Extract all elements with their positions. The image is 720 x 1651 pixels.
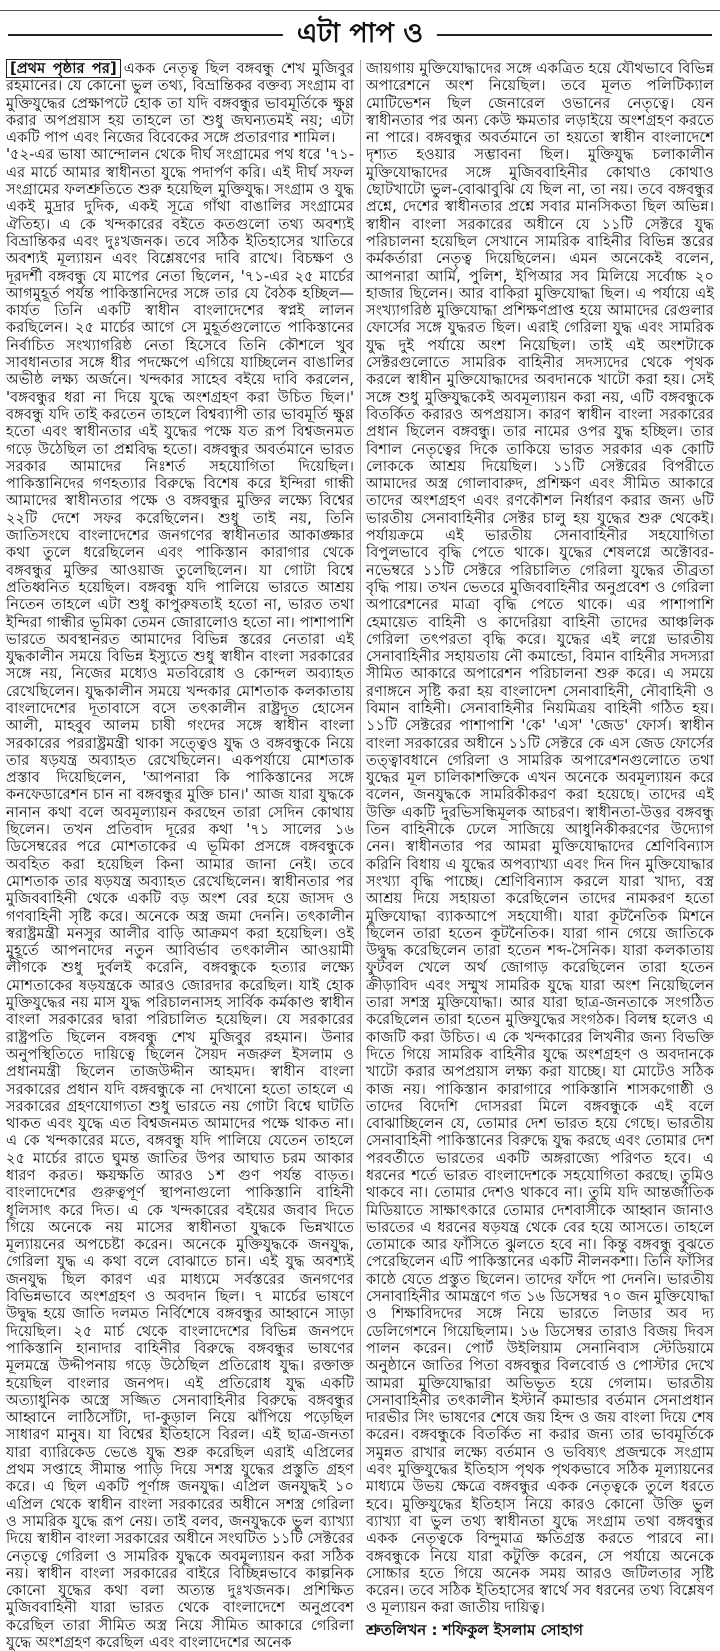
article-paragraph: '৫২-এর ভাষা আন্দোলন থেকে দীর্ঘ সংগ্রামের পথ ধরে '৭১-এর মার্চে আমার স্বাধীনতা যুদ্ধে পদার্পণ করি। এই দীর্ঘ সফল সংগ্রামের ফলশ্রুতিতে শুরু হয়েছিল মুক্তিযুদ্ধ। সংগ্রাম ও যুদ্ধ একই মুদ্রার দুদিক, একই সূত্রে গাঁথা বাঙালির সংগ্রামের ঐতিহ্য। এ কে খন্দকারের বইতে কতগুলো তথ্য অবশ্যই বিভ্রান্তিকর এবং দুঃখজনক। তবে সঠিক ইতিহাসের খাতিরে অবশ্যই মূল্যায়ন এবং বিশ্লেষণের দাবি রাখে। বিচক্ষণ ও দূরদর্শী বঙ্গবন্ধু যে মাপের নেতা ছিলেন, '৭১-এর ২৫ মার্চের আগমুহূর্ত পর্যন্ত পাকিস্তানিদের সঙ্গে তার যে বৈঠক হচ্ছিল— কার্যত তিনি একটি স্বাধীন বাংলাদেশের স্বপ্নই লালন করছিলেন। ২৫ মার্চের আগে সে মুহূর্তগুলোতে পাকিস্তানের নির্বাচিত সংখ্যাগরিষ্ঠ নেতা হিসেবে তিনি কৌশলে খুব সাবধানতার সঙ্গে ধীর পদক্ষেপে এগিয়ে যাচ্ছিলেন বাঙালির অভীষ্ঠ লক্ষ্য অর্জনে। খন্দকার সাহেব বইয়ে দাবি করলেন, 'বঙ্গবন্ধুর ধরা না দিয়ে যুদ্ধে অংশগ্রহণ করা উচিত ছিল।' বঙ্গবন্ধু যদি তাই করতেন তাহলে বিশ্বব্যাপী তার ভাবমূর্তি ক্ষুণ্ণ হতো এবং স্বাধীনতার এই যুদ্ধের পক্ষে যত রূপ বিশ্বজনমত গড়ে উঠেছিল তা প্রশ্নবিদ্ধ হতো। বঙ্গবন্ধুর অবর্তমানে ভারত সরকার আমাদের নিঃশর্ত সহযোগিতা দিয়েছিল। পাকিস্তানিদের গণহত্যার বিরুদ্ধে বিশেষ করে ইন্দিরা গান্ধী আমাদের স্বাধীনতার পক্ষে ও বঙ্গবন্ধুর মুক্তির লক্ষ্যে বিশ্বের ২২টি দেশে সফর করেছিলেন। শুধু তাই নয়, তিনি জাতিসংঘে বাংলাদেশের জনগণের স্বাধীনতার আকাঙ্ক্ষার কথা তুলে ধরেছিলেন এবং পাকিস্তান কারাগার থেকে বঙ্গবন্ধুর মুক্তির আওয়াজ তুলেছিলেন। যা গোটা বিশ্বে প্রতিধ্বনিত হয়েছিল। বঙ্গবন্ধু যদি পালিয়ে ভারতে আশ্রয় নিতেন তাহলে এটা শুধু কাপুরুষতাই হতো না, ভারত তথা ইন্দিরা গান্ধীর ভূমিকা তেমন জোরালোও হতো না। পাশাপাশি ভারতে অবস্থানরত আমাদের বিভিন্ন স্তরের নেতারা এই যুদ্ধকালীন সময়ে বিভিন্ন ইস্যুতে শুধু স্বাধীন বাংলা সরকারের সঙ্গে নয়, নিজের মধ্যেও মতবিরোধ ও কোন্দল অব্যাহত রেখেছিলেন। যুদ্ধকালীন সময়ে খন্দকার মোশতাক কলকাতায় বাংলাদেশের দূতাবাসে বসে তৎকালীন রাষ্ট্রদূত হোসেন আলী, মাহবুব আলম চাষী গংদের সঙ্গে স্বাধীন বাংলা সরকারের পররাষ্ট্রমন্ত্রী থাকা সত্ত্বেও যুদ্ধ ও বঙ্গবন্ধুকে নিয়ে তার ষড়যন্ত্র অব্যাহত রেখেছিলেন। একপর্যায়ে মোশতাক প্রস্তাব দিয়েছিলেন, 'আপনারা কি পাকিস্তানের সঙ্গে কনফেডারেশন চান না বঙ্গবন্ধুর মুক্তি চান।' আজ যারা যুদ্ধকে নানান কথা বলে অবমূল্যায়ন করছেন তারা সেদিন কোথায় ছিলেন। তখন প্রতিবাদ দূরের কথা '৭১ সালের ১৬ ডিসেম্বরের পরে মোশতাকের এ ভূমিকা প্রসঙ্গে বঙ্গবন্ধুকে অবহিত করা হয়েছিল কিনা আমার জানা নেই। তবে মোশতাক তার ষড়যন্ত্র অব্যাহত রেখেছিলেন। স্বাধীনতার পর মুজিববাহিনী থেকে একটি বড় অংশ বের হয়ে জাসদ ও গণবাহিনী সৃষ্টি করে। অনেকে অস্ত্র জমা দেননি। তৎকালীন স্বরাষ্ট্রমন্ত্রী মনসুর আলীর বাড়ি আক্রমণ করা হয়েছিল। ওই মুহূর্তে আপনাদের নতুন আবির্ভাব তৎকালীন আওয়ামী লীগকে শুধু দুর্বলই করেনি, বঙ্গবন্ধুকে হত্যার লক্ষ্যে মোশতাকের ষড়যন্ত্রকে আরও জোরদার করেছিল। যাই হোক মুক্তিযুদ্ধের নয় মাস যুদ্ধ পরিচালনাসহ সার্বিক কর্মকাণ্ড স্বাধীন বাংলা সরকারের দ্বারা পরিচালিত হয়েছিল। যে সরকারের রাষ্ট্রপতি ছিলেন বঙ্গবন্ধু শেখ মুজিবুর রহমান। উনার অনুপস্থিতিতে দায়িত্বে ছিলেন সৈয়দ নজরুল ইসলাম ও প্রধানমন্ত্রী ছিলেন তাজউদ্দীন আহমদ। স্বাধীন বাংলা সরকারের প্রধান যদি বঙ্গবন্ধুকে না দেখানো হতো তাহলে এ সরকারের গ্রহণযোগ্যতা শুধু ভারতে নয় গোটা বিশ্বে ঘাটতি থাকত এবং যুদ্ধে এত বিশ্বজনমত আমাদের পক্ষে থাকত না। এ কে খন্দকারের মতে, বঙ্গবন্ধু যদি পালিয়ে যেতেন তাহলে ২৫ মার্চের রাতে ঘুমন্ত জাতির উপর আঘাত চরম আকার ধারণ করত। ক্ষয়ক্ষতি আরও ১শ গুণ পর্যন্ত বাড়ত। বাংলাদেশের গুরুত্বপূর্ণ স্থাপনাগুলো পাকিস্তানি বাহিনী ধূলিসাৎ করে দিত। এ কে খন্দকারের বইয়ের জবাব দিতে গিয়ে অনেকে নয় মাসের স্বাধীনতা যুদ্ধকে ভিন্নখাতে মূল্যায়নের অপচেষ্টা করেন। অনেকে মুক্তিযুদ্ধকে জনযুদ্ধ, গেরিলা যুদ্ধ এ কথা বলে বোঝাতে চান। এই যুদ্ধ অবশ্যই জনযুদ্ধ ছিল কারণ এর মাধ্যমে সর্বস্তরের জনগণের বিভিন্নভাবে অংশগ্রহণ ও অবদান ছিল। ৭ মার্চের ভাষণে উদ্বুদ্ধ হয়ে জাতি দলমত নির্বিশেষে বঙ্গবন্ধুর আহ্বানে সাড়া দিয়েছিল। ২৫ মার্চ থেকে বাংলাদেশের বিভিন্ন জনপদে পাকিস্তানি হানাদার বাহিনীর বিরুদ্ধে বঙ্গবন্ধুর ভাষণের মূলমন্ত্রে উদ্দীপনায় গড়ে উঠেছিল প্রতিরোধ যুদ্ধ। রক্তাক্ত হয়েছিল বাংলার জনপদ। এই প্রতিরোধ যুদ্ধ একটি অত্যাধুনিক অস্ত্রে সজ্জিত সেনাবাহিনীর বিরুদ্ধে বঙ্গবন্ধুর আহ্বানে লাঠিসোঁটা, দা-কুড়াল নিয়ে ঝাঁপিয়ে পড়েছিল সাধারণ মানুষ। যা বিশ্বের ইতিহাসে বিরল। এই ছাত্র-জনতা যারা ব্যারিকেড ভেঙে যুদ্ধ শুরু করেছিল এরাই এপ্রিলের প্রথম সপ্তাহে সীমান্ত পাড়ি দিয়ে সশস্ত্র যুদ্ধের প্রস্তুতি গ্রহণ করে। এ ছিল একটি পূর্ণাঙ্গ জনযুদ্ধ। এপ্রিল জনযুদ্ধই ১০ এপ্রিল থেকে স্বাধীন বাংলা সরকারের অধীনে সশস্ত্র গেরিলা ও সামরিক যুদ্ধে রূপ নেয়। তাই বলব, জনযুদ্ধকে ভুল ব্যাখ্যা দিয়ে স্বাধীন বাংলা সরকারের অধীনে সংঘটিত ১১টি সেক্টরের নেতৃত্বে গেরিলা ও সামরিক যুদ্ধকে অবমূল্যায়ন করা সঠিক নয়। স্বাধীন বাংলা সরকারের বাইরে বিচ্ছিন্নভাবে কাল্পনিক কোনো যুদ্ধের কথা বলা অত্যন্ত দুঃখজনক। প্রশিক্ষিত মুজিববাহিনী যারা ভারত থেকে বাংলাদেশে অনুপ্রবেশ করেছিল তারা সীমিত অস্ত্র নিয়ে সীমিত আকারে গেরিলা যুদ্ধে অংশগ্রহণ করেছিল এবং বাংলাদেশের অনেক (6, 146, 354, 1651)
headline-bar (0, 14, 720, 54)
article-paragraph: জায়গায় মুক্তিযোদ্ধাদের সঙ্গে একত্রিত হয়ে যৌথভাবে বিভিন্ন অপারেশনে অংশ নিয়েছিল। তবে মূলত পলিটিক্যাল মোটিভেশন ছিল জেনারেল ওভানের নেতৃত্বে। যেন স্বাধীনতার পর অন্য কেউ ক্ষমতার লড়াইয়ে অংশগ্রহণ করতে না পারে। বঙ্গবন্ধুর অবর্তমানে তা হয়তো স্বাধীন বাংলাদেশে দৃশ্যত হওয়ার সম্ভাবনা ছিল। মুক্তিযুদ্ধ চলাকালীন মুক্তিযোদ্ধাদের সঙ্গে মুজিববাহিনীর কোথাও কোথাও ছোটখাটো ভুল-বোঝাবুঝি যে ছিল না, তা নয়। তবে বঙ্গবন্ধুর প্রশ্নে, দেশের স্বাধীনতার প্রশ্নে সবার মানসিকতা ছিল অভিন্ন। স্বাধীন বাংলা সরকারের অধীনে যে ১১টি সেক্টরে যুদ্ধ পরিচালনা হয়েছিল সেখানে সামরিক বাহিনীর বিভিন্ন স্তরের কর্মকর্তারা নেতৃত্ব দিয়েছিলেন। এমন অনেকেই বলেন, আপনারা আর্মি, পুলিশ, ইপিআর সব মিলিয়ে সর্বোচ্চ ২০ হাজার ছিলেন। আর বাকিরা মুক্তিযোদ্ধা ছিল। এ পর্যায়ে এই সংখ্যাগরিষ্ঠ মুক্তিযোদ্ধা প্রশিক্ষণপ্রাপ্ত হয়ে আমাদের রেগুলার ফোর্সের সঙ্গে যুদ্ধরত ছিল। এরাই গেরিলা যুদ্ধ এবং সামরিক যুদ্ধ দুই পর্যায়ে অংশ নিয়েছিল। তাই এই অংশটাকে সেক্টরগুলোতে সামরিক বাহিনীর সদস্যদের থেকে পৃথক করলে স্বাধীন মুক্তিযোদ্ধাদের অবদানকে খাটো করা হয়। সেই সঙ্গে শুধু মুক্তিযুদ্ধকেই অবমূল্যায়ন করা নয়, এটি বঙ্গবন্ধুকে বিতর্কিত করারও অপপ্রয়াস। কারণ স্বাধীন বাংলা সরকারের প্রধান ছিলেন বঙ্গবন্ধু। তার নামের ওপর যুদ্ধ হচ্ছিল। তার বিশাল নেতৃত্বের দিকে তাকিয়ে ভারত সরকার এক কোটি লোককে আশ্রয় দিয়েছিল। ১১টি সেক্টরের বিপরীতে আমাদের অস্ত্র গোলাবারুদ, প্রশিক্ষণ এবং সীমিত আকারে তাদের অংশগ্রহণ এবং রণকৌশল নির্ধারণ করার জন্য ৬টি ভারতীয় সেনাবাহিনীর সেক্টর চালু হয় যুদ্ধের শুরু থেকেই। পর্যায়ক্রমে এই ভারতীয় সেনাবাহিনীর সহযোগিতা বিপুলভাবে বৃদ্ধি পেতে থাকে। যুদ্ধের শেষলগ্নে অক্টোবর-নভেম্বরে ১১টি সেক্টরে পরিচালিত গেরিলা যুদ্ধের তীব্রতা বৃদ্ধি পায়। তখন ভেতরে মুজিববাহিনীর অনুপ্রবেশ ও গেরিলা অপারেশনের মাত্রা বৃদ্ধি পেতে থাকে। এর পাশাপাশি হেমায়েত বাহিনী ও কাদেরিয়া বাহিনী তাদের আঞ্চলিক গেরিলা তৎপরতা বৃদ্ধি করে। যুদ্ধের এই লগ্নে ভারতীয় সেনাবাহিনীর সহায়তায় নৌ কমান্ডো, বিমান বাহিনীর সদস্যরা সীমিত আকারে অপারেশন পরিচালনা শুরু করে। এ সময়ে রণাঙ্গনে সৃষ্টি করা হয় বাংলাদেশ সেনাবাহিনী, নৌবাহিনী ও বিমান বাহিনী। সেনাবাহিনীর নিয়মিত্রয় বাহিনী গঠিত হয়। ১১টি সেক্টরের পাশাপাশি 'কে' 'এস' 'জেড' ফোর্স। স্বাধীন বাংলা সরকারের অধীনে ১১টি সেক্টরে কে এস জেড ফোর্সের তত্ত্বাবধানে গেরিলা ও সামরিক অপারেশনগুলোতে তথা যুদ্ধের মূল চালিকাশক্তিকে এখন অনেকে অবমূল্যায়ন করে বলেন, জনযুদ্ধকে সামরিকীকরণ করা হয়েছে। তাদের এই উক্তি একটি দুরভিসন্ধিমূলক আচরণ। স্বাধীনতা-উত্তর বঙ্গবন্ধু তিন বাহিনীকে ঢেলে সাজিয়ে আধুনিকীকরণের উদ্যোগ নেন। স্বাধীনতার পর আমরা মুক্তিযোদ্ধাদের শ্রেণিবিন্যাস করিনি বিধায় এ যুদ্ধের অপব্যাখ্যা এবং দিন দিন মুক্তিযোদ্ধার সংখ্যা বৃদ্ধি পাচ্ছে। শ্রেণিবিন্যাস করলে যারা খাদ্য, বস্ত্র আশ্রয় দিয়ে সহায়তা করেছিলেন তাদের নামকরণ হতো মুক্তিযোদ্ধা ব্যাকআপে সহযোগী। যারা কূটনৈতিক মিশনে ছিলেন তারা হতেন কূটনৈতিক। যারা গান গেয়ে জাতিকে উদ্বুদ্ধ করেছিলেন তারা হতেন শব্দ-সৈনিক। যারা কলকাতায় ফুটবল খেলে অর্থ জোগাড় করেছিলেন তারা হতেন ক্রীড়াবিদ এবং সম্মুখ সামরিক যুদ্ধে যারা অংশ নিয়েছিলেন তারা সশস্ত্র মুক্তিযোদ্ধা। আর যারা ছাত্র-জনতাকে সংগঠিত করেছিলেন তারা হতেন মুক্তিযুদ্ধের সংগঠক। বিলম্ব হলেও এ কাজটি করা উচিত। এ কে খন্দকারের লিখনীর জন্য বিভক্তি দিতে গিয়ে সামরিক বাহিনীর যুদ্ধে অংশগ্রহণ ও অবদানকে খাটো করার অপপ্রয়াস লক্ষ্য করা যাচ্ছে। যা মোটেও সঠিক কাজ নয়। পাকিস্তান কারাগারে পাকিস্তানি শাসকগোষ্ঠী ও তাদের বিদেশি দোসররা মিলে বঙ্গবন্ধুকে এই বলে বোঝাচ্ছিলেন যে, তোমার দেশ ভারত হয়ে গেছে। ভারতীয় সেনাবাহিনী পাকিস্তানের বিরুদ্ধে যুদ্ধ করছে এবং তোমার দেশ পরবর্তীতে ভারতের একটি অঙ্গরাজ্যে পরিণত হবে। এ ধরনের শর্তে ভারত বাংলাদেশকে সহযোগিতা করছে। তুমিও থাকবে না। তোমার দেশও থাকবে না। তুমি যদি আন্তর্জাতিক মিডিয়াতে সাক্ষাৎকারে তোমার দেশবাসীকে আহ্বান জানাও ভারতের এ ধরনের ষড়যন্ত্র থেকে বের হয়ে আসতে। তাহলে তোমাকে আর ফাঁসিতে ঝুলতে হবে না। কিন্তু বঙ্গবন্ধু বুঝতে পেরেছিলেন এটি পাকিস্তানের একটি নীলনকশা। তিনি ফাঁসির কাষ্ঠে যেতে প্রস্তুত ছিলেন। তাদের ফাঁদে পা দেননি। ভারতীয় সেনাবাহিনীর আমন্ত্রণে গত ১৬ ডিসেম্বর ৭০ জন মুক্তিযোদ্ধা ও শিক্ষাবিদদের সঙ্গে নিয়ে ভারতে লিডার অব দ্য ডেলিগেশনে গিয়েছিলাম। ১৬ ডিসেম্বর তারাও বিজয় দিবস পালন করেন। পোর্ট উইলিয়াম সেনানিবাস স্টেডিয়ামে অনুষ্ঠানে জাতির পিতা বঙ্গবন্ধুর বিলবোর্ড ও পোস্টার দেখে আমরা মুক্তিযোদ্ধারা অভিভূত হয়ে গেলাম। ভারতীয় সেনাবাহিনীর তৎকালীন ইস্টার্ন কমান্ডার বর্তমান সেনাপ্রধান দারভীর সিং ভাষণের শেষে জয় হিন্দ ও জয় বাংলা দিয়ে শেষ করেন। বঙ্গবন্ধুকে বিতর্কিত না করার জন্য তার ভাবমূর্তিকে সমুন্নত রাখার লক্ষ্যে বর্তমান ও ভবিষ্যৎ প্রজন্মকে সংগ্রাম এবং মুক্তিযুদ্ধের ইতিহাস পৃথক পৃথকভাবে সঠিক মূল্যায়নের মাধ্যমে উভয় ক্ষেত্রে বঙ্গবন্ধুর একক নেতৃত্বকে তুলে ধরতে হবে। মুক্তিযুদ্ধের ইতিহাস নিয়ে কারও কোনো উক্তি ভুল ব্যাখ্যা বা ভুল তথ্য স্বাধীনতা যুদ্ধে সংগ্রাম তথা বঙ্গবন্ধুর একক নেতৃত্বকে বিন্দুমাত্র ক্ষতিগ্রস্ত করতে পারবে না। বঙ্গবন্ধুকে নিয়ে যারা কটুক্তি করেন, সে পর্যায়ে অনেকে সোচ্চার হতে গিয়ে অনেক সময় আরও জটিলতার সৃষ্টি করেন। তবে সঠিক ইতিহাসের স্বার্থে সব ধরনের তথ্য বিশ্লেষণ ও মূল্যায়ন করা জাতীয় দায়িত্ব। (366, 60, 714, 1617)
article-paragraph (6, 60, 354, 146)
article-body (6, 60, 714, 1651)
left-column (6, 60, 354, 1651)
continuation-tag: [প্রথম পৃষ্ঠার পর] (6, 59, 121, 78)
headline: এটা পাপ ও (283, 16, 437, 52)
paragraph-text: একক নেতৃত্ব ছিল বঙ্গবন্ধু শেখ মুজিবুর রহমানের। যে কোনো ভুল তথ্য, বিভ্রান্তিকর বক্তব্য সংগ্রাম বা মুক্তিযুদ্ধের প্রেক্ষাপটে হোক তা যদি বঙ্গবন্ধুর ভাবমূর্তিকে ক্ষুণ্ণ করার অপপ্রয়াস হয় তাহলে তা শুধু জঘন্যতমই নয়; এটা একটি পাপ এবং নিজের বিবেকের সঙ্গে প্রতারণার শামিল। (6, 60, 354, 147)
column-divider (360, 60, 361, 1480)
byline: শ্রুতলিখন : শফিকুল ইসলাম সোহাগ (366, 1620, 583, 1639)
right-column (366, 60, 714, 1639)
page-top-strip (0, 0, 720, 11)
